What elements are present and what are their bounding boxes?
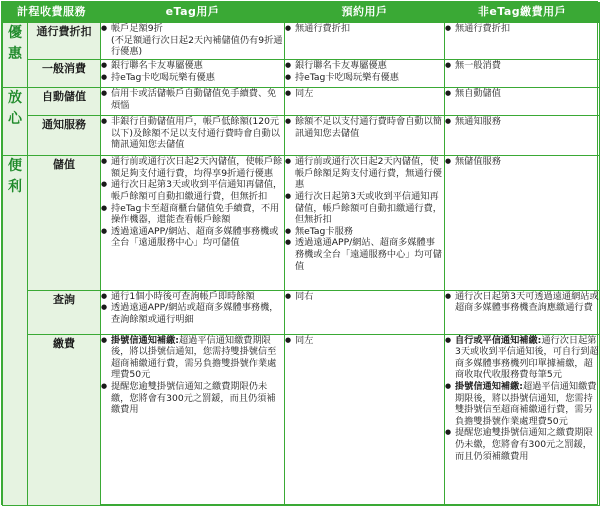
- list-item: ● 通行前或通行次日起2天內儲值，使帳戶餘額足夠支付通行費，均得享9折通行優惠: [101, 156, 284, 179]
- etag-comparison-table: [2, 2, 600, 506]
- cell-reserved: [285, 290, 445, 334]
- header-reserved-users: 預約用戶: [285, 3, 445, 23]
- list-item: ● 通行前或通行次日起2天內儲值，使帳戶餘額足夠支付通行費，無通行優惠: [285, 156, 444, 191]
- list-item: ● 持eTag卡吃喝玩樂有優惠: [101, 72, 284, 84]
- category-fangxin: 放 心: [3, 88, 28, 156]
- list-item: ● 透過遠通APP/網站、超商多媒體事務機或全台「遠通服務中心」均可儲值: [285, 237, 444, 272]
- cell-etag: [101, 334, 285, 505]
- list-item: ● 無通行費折扣: [285, 23, 444, 35]
- cell-reserved: [285, 156, 445, 290]
- list-item: ● 銀行聯名卡友專屬優惠: [285, 60, 444, 72]
- category-bianli: 便 利: [3, 156, 28, 506]
- cell-non-etag: [445, 23, 600, 60]
- list-item: ● 非銀行自動儲值用戶，帳戶低餘額(120元以下)及餘額不足以支付通行費時會自動以簡訊通知您去儲值: [101, 116, 284, 151]
- list-item: ● 持eTag卡至超商櫃台儲值免手續費，不用操作機器，還能查看帳戶餘額: [101, 203, 284, 226]
- row-label-inquiry: 查詢: [28, 290, 101, 334]
- list-item: ● 自行或平信通知補繳:通行次日起第3天或收到平信通知後，可自行到超商多媒體事務機列印單據補繳，超商收取代收服務費每筆5元: [445, 335, 599, 381]
- list-item: ● 掛號信通知補繳:超過平信通知繳費期限後，將以掛號信通知，您需持雙掛號信至超商補繳通行費，需另負擔雙掛號作業處理費50元: [101, 335, 284, 381]
- cell-etag: [101, 290, 285, 334]
- list-item: ● 持eTag卡吃喝玩樂有優惠: [285, 72, 444, 84]
- cell-non-etag: [445, 156, 600, 290]
- comparison-table-frame: [1, 1, 598, 505]
- cell-reserved: [285, 60, 445, 88]
- list-item: ● 透過遠通APP/網站或超商多媒體事務機，查詢餘額或通行明細: [101, 302, 284, 325]
- list-item: ● 同左: [285, 88, 444, 100]
- list-item: ● 通行1個小時後可查詢帳戶即時餘額: [101, 291, 284, 303]
- list-item: ● 同右: [285, 291, 444, 303]
- header-etag-users: eTag用戶: [101, 3, 285, 23]
- row-label-notification: 通知服務: [28, 116, 101, 156]
- list-item: ● 透過遠通APP/網站、超商多媒體事務機或全台「遠通服務中心」均可儲值: [101, 226, 284, 249]
- cell-non-etag: [445, 116, 600, 156]
- list-item: ● 無eTag卡服務: [285, 226, 444, 238]
- row-label-topup: 儲值: [28, 156, 101, 290]
- category-youhui: 優 惠: [3, 23, 28, 88]
- row-label-toll-discount: 通行費折扣: [28, 23, 101, 60]
- cell-etag: [101, 88, 285, 116]
- cell-non-etag: [445, 334, 600, 505]
- list-item: ● 提醒您逾雙掛號信通知之繳費期限仍未繳，您將會有300元之罰鍰，而且仍須補繳費用: [445, 427, 599, 462]
- list-item: ● 通行次日起第3天或收到平信通知再儲值，帳戶餘額可自動扣繳通行費，但無折扣: [285, 191, 444, 226]
- list-item: ● 無一般消費: [445, 60, 599, 72]
- list-item: ● 通行次日起第3天或收到平信通知再儲值，帳戶餘額可自動扣繳通行費，但無折扣: [101, 179, 284, 202]
- list-item: ● 同左: [285, 335, 444, 347]
- cell-non-etag: [445, 60, 600, 88]
- cell-etag: [101, 156, 285, 290]
- list-item: ● 無通知服務: [445, 116, 599, 128]
- list-item: ● 帳戶足額9折 (不足額通行次日起2天內補儲值仍有9折通行優惠): [101, 23, 284, 58]
- cell-reserved: [285, 23, 445, 60]
- list-item: ● 掛號信通知補繳:超過平信通知繳費期限後，將以掛號信通知，您需持雙掛號信至超商補繳通行費，需另負擔雙掛號作業處理費50元: [445, 381, 599, 427]
- list-item: ● 餘額不足以支付通行費時會自動以簡訊通知您去儲值: [285, 116, 444, 139]
- list-item: ● 無儲值服務: [445, 156, 599, 168]
- header-non-etag-users: 非eTag繳費用戶: [445, 3, 600, 23]
- cell-reserved: [285, 116, 445, 156]
- cell-non-etag: [445, 88, 600, 116]
- list-item: ● 銀行聯名卡友專屬優惠: [101, 60, 284, 72]
- list-item: ● 無自動儲值: [445, 88, 599, 100]
- cell-etag: [101, 116, 285, 156]
- list-item: ● 通行次日起第3天可透過遠通網站或超商多媒體事務機查詢應繳通行費: [445, 291, 599, 314]
- cell-reserved: [285, 334, 445, 505]
- row-label-general-consumption: 一般消費: [28, 60, 101, 88]
- cell-reserved: [285, 88, 445, 116]
- list-item: ● 提醒您逾雙掛號信通知之繳費期限仍未繳，您將會有300元之罰鍰，而且仍須補繳費用: [101, 381, 284, 416]
- cell-etag: [101, 23, 285, 60]
- cell-etag: [101, 60, 285, 88]
- header-corner: 計程收費服務: [3, 3, 101, 23]
- cell-non-etag: [445, 290, 600, 334]
- list-item: ● 無通行費折扣: [445, 23, 599, 35]
- row-label-auto-topup: 自動儲值: [28, 88, 101, 116]
- row-label-payment: 繳費: [28, 334, 101, 505]
- list-item: ● 信用卡或活儲帳戶自動儲值免手續費、免煩惱: [101, 88, 284, 111]
